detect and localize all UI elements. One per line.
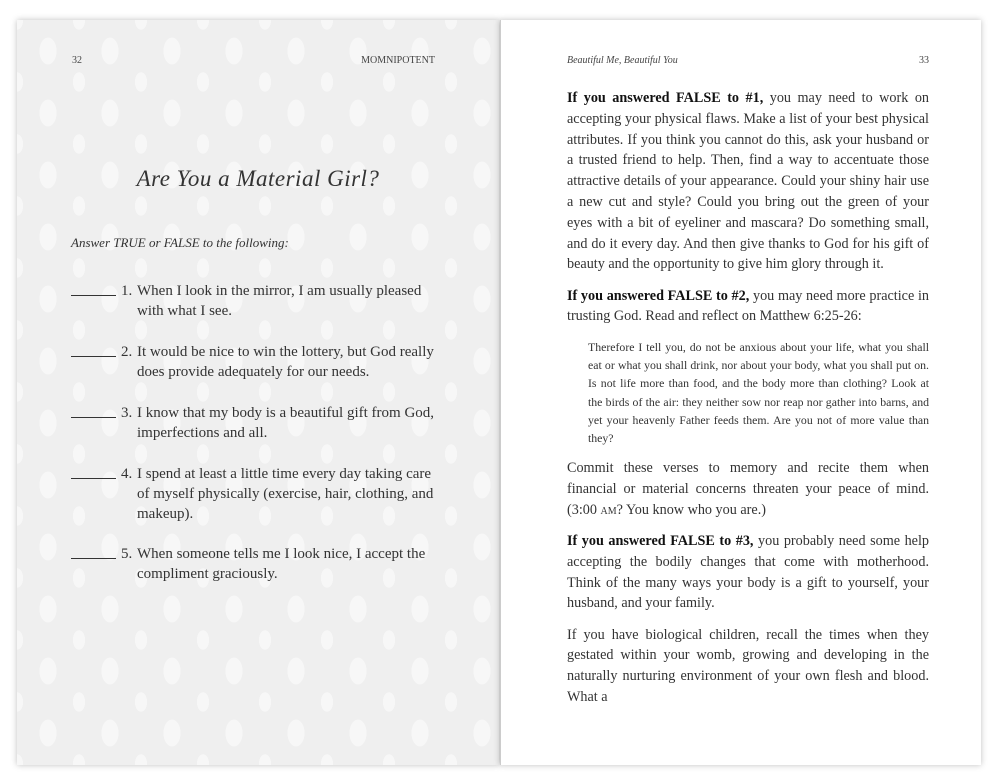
am-text: am xyxy=(600,501,617,518)
quiz-item xyxy=(71,281,441,321)
running-head: MOMNIPOTENT xyxy=(361,55,435,66)
paragraph-text: Commit these verses to memory and recite them when financial or material concerns threaten your peace of mind. (3:00 xyxy=(567,460,929,518)
item-text: I spend at least a little time every day taking care of myself physically (exercise, hair, clothing, and makeup). xyxy=(137,466,434,522)
quiz-instruction: Answer TRUE or FALSE to the following: xyxy=(71,235,289,250)
paragraph xyxy=(567,286,929,328)
paragraph xyxy=(567,531,929,614)
item-number: 4. xyxy=(121,466,133,482)
paragraph-text: you may need more practice in trusting God. Read and reflect on Matthew 6:25-26: xyxy=(567,287,929,325)
quiz-item xyxy=(71,544,441,584)
running-head: Beautiful Me, Beautiful You xyxy=(567,55,678,66)
quiz-item xyxy=(71,403,441,443)
right-page xyxy=(500,20,981,765)
answer-blank xyxy=(71,356,116,357)
answer-blank xyxy=(71,478,116,479)
item-number: 2. xyxy=(121,344,133,360)
item-text: It would be nice to win the lottery, but God really does provide adequately for our needs. xyxy=(137,344,434,380)
scripture-quote: Therefore I tell you, do not be anxious about your life, what you shall eat or what you shall drink, nor about your body, what you shall put on. Is not life more than food, and the body more than clothing? Look at the birds of the air: they neither sow nor reap nor gather into barns, and yet your heavenly Father feeds them. Are you not of more value than they? xyxy=(588,339,929,446)
answer-blank xyxy=(71,558,116,559)
paragraph-text: you probably need some help accepting the bodily changes that come with motherhood. Think of the many ways your body is a gift to yourself, your husband, and your family. xyxy=(567,532,930,612)
page-number: 33 xyxy=(919,55,929,66)
item-number: 5. xyxy=(121,546,133,562)
answer-blank xyxy=(71,417,116,418)
paragraph xyxy=(567,458,929,520)
paragraph xyxy=(567,625,929,708)
answer-blank xyxy=(71,295,116,296)
page-number: 32 xyxy=(72,55,82,66)
paragraph-text: you may need to work on accepting your physical flaws. Make a list of your best physical attributes. If you think you cannot do this, ask your husband or a trusted friend to help. Then, find a way to accentuate those attractive details of your appearance. Could your shiny hair use a new cut and style? Could you bring out the green of your eyes with a bit of eyeliner and mascara? Do something small, and do it every day. And then give thanks to God for his gift of beauty and the opportunity to give him glory through it. xyxy=(567,90,930,273)
quiz-item xyxy=(71,464,441,524)
left-page xyxy=(17,20,499,765)
lead-in: If you answered FALSE to #2, xyxy=(567,287,750,304)
quiz-item xyxy=(71,342,441,382)
item-text: When someone tells me I look nice, I accept the compliment graciously. xyxy=(137,546,426,582)
quiz-title: Are You a Material Girl? xyxy=(136,166,380,191)
item-number: 3. xyxy=(121,405,133,421)
item-text: When I look in the mirror, I am usually pleased with what I see. xyxy=(137,283,422,319)
item-number: 1. xyxy=(121,283,133,299)
lead-in: If you answered FALSE to #3, xyxy=(567,532,754,549)
item-text: I know that my body is a beautiful gift from God, imperfections and all. xyxy=(137,405,435,441)
paragraph-text: If you have biological children, recall the times when they gestated within your womb, growing and developing in the naturally nurturing environment of your own flesh and blood. What a xyxy=(567,626,929,706)
lead-in: If you answered FALSE to #1, xyxy=(567,90,764,106)
paragraph-text: ? You know who you are.) xyxy=(616,501,766,518)
paragraph xyxy=(567,88,929,275)
body-text xyxy=(567,88,929,718)
